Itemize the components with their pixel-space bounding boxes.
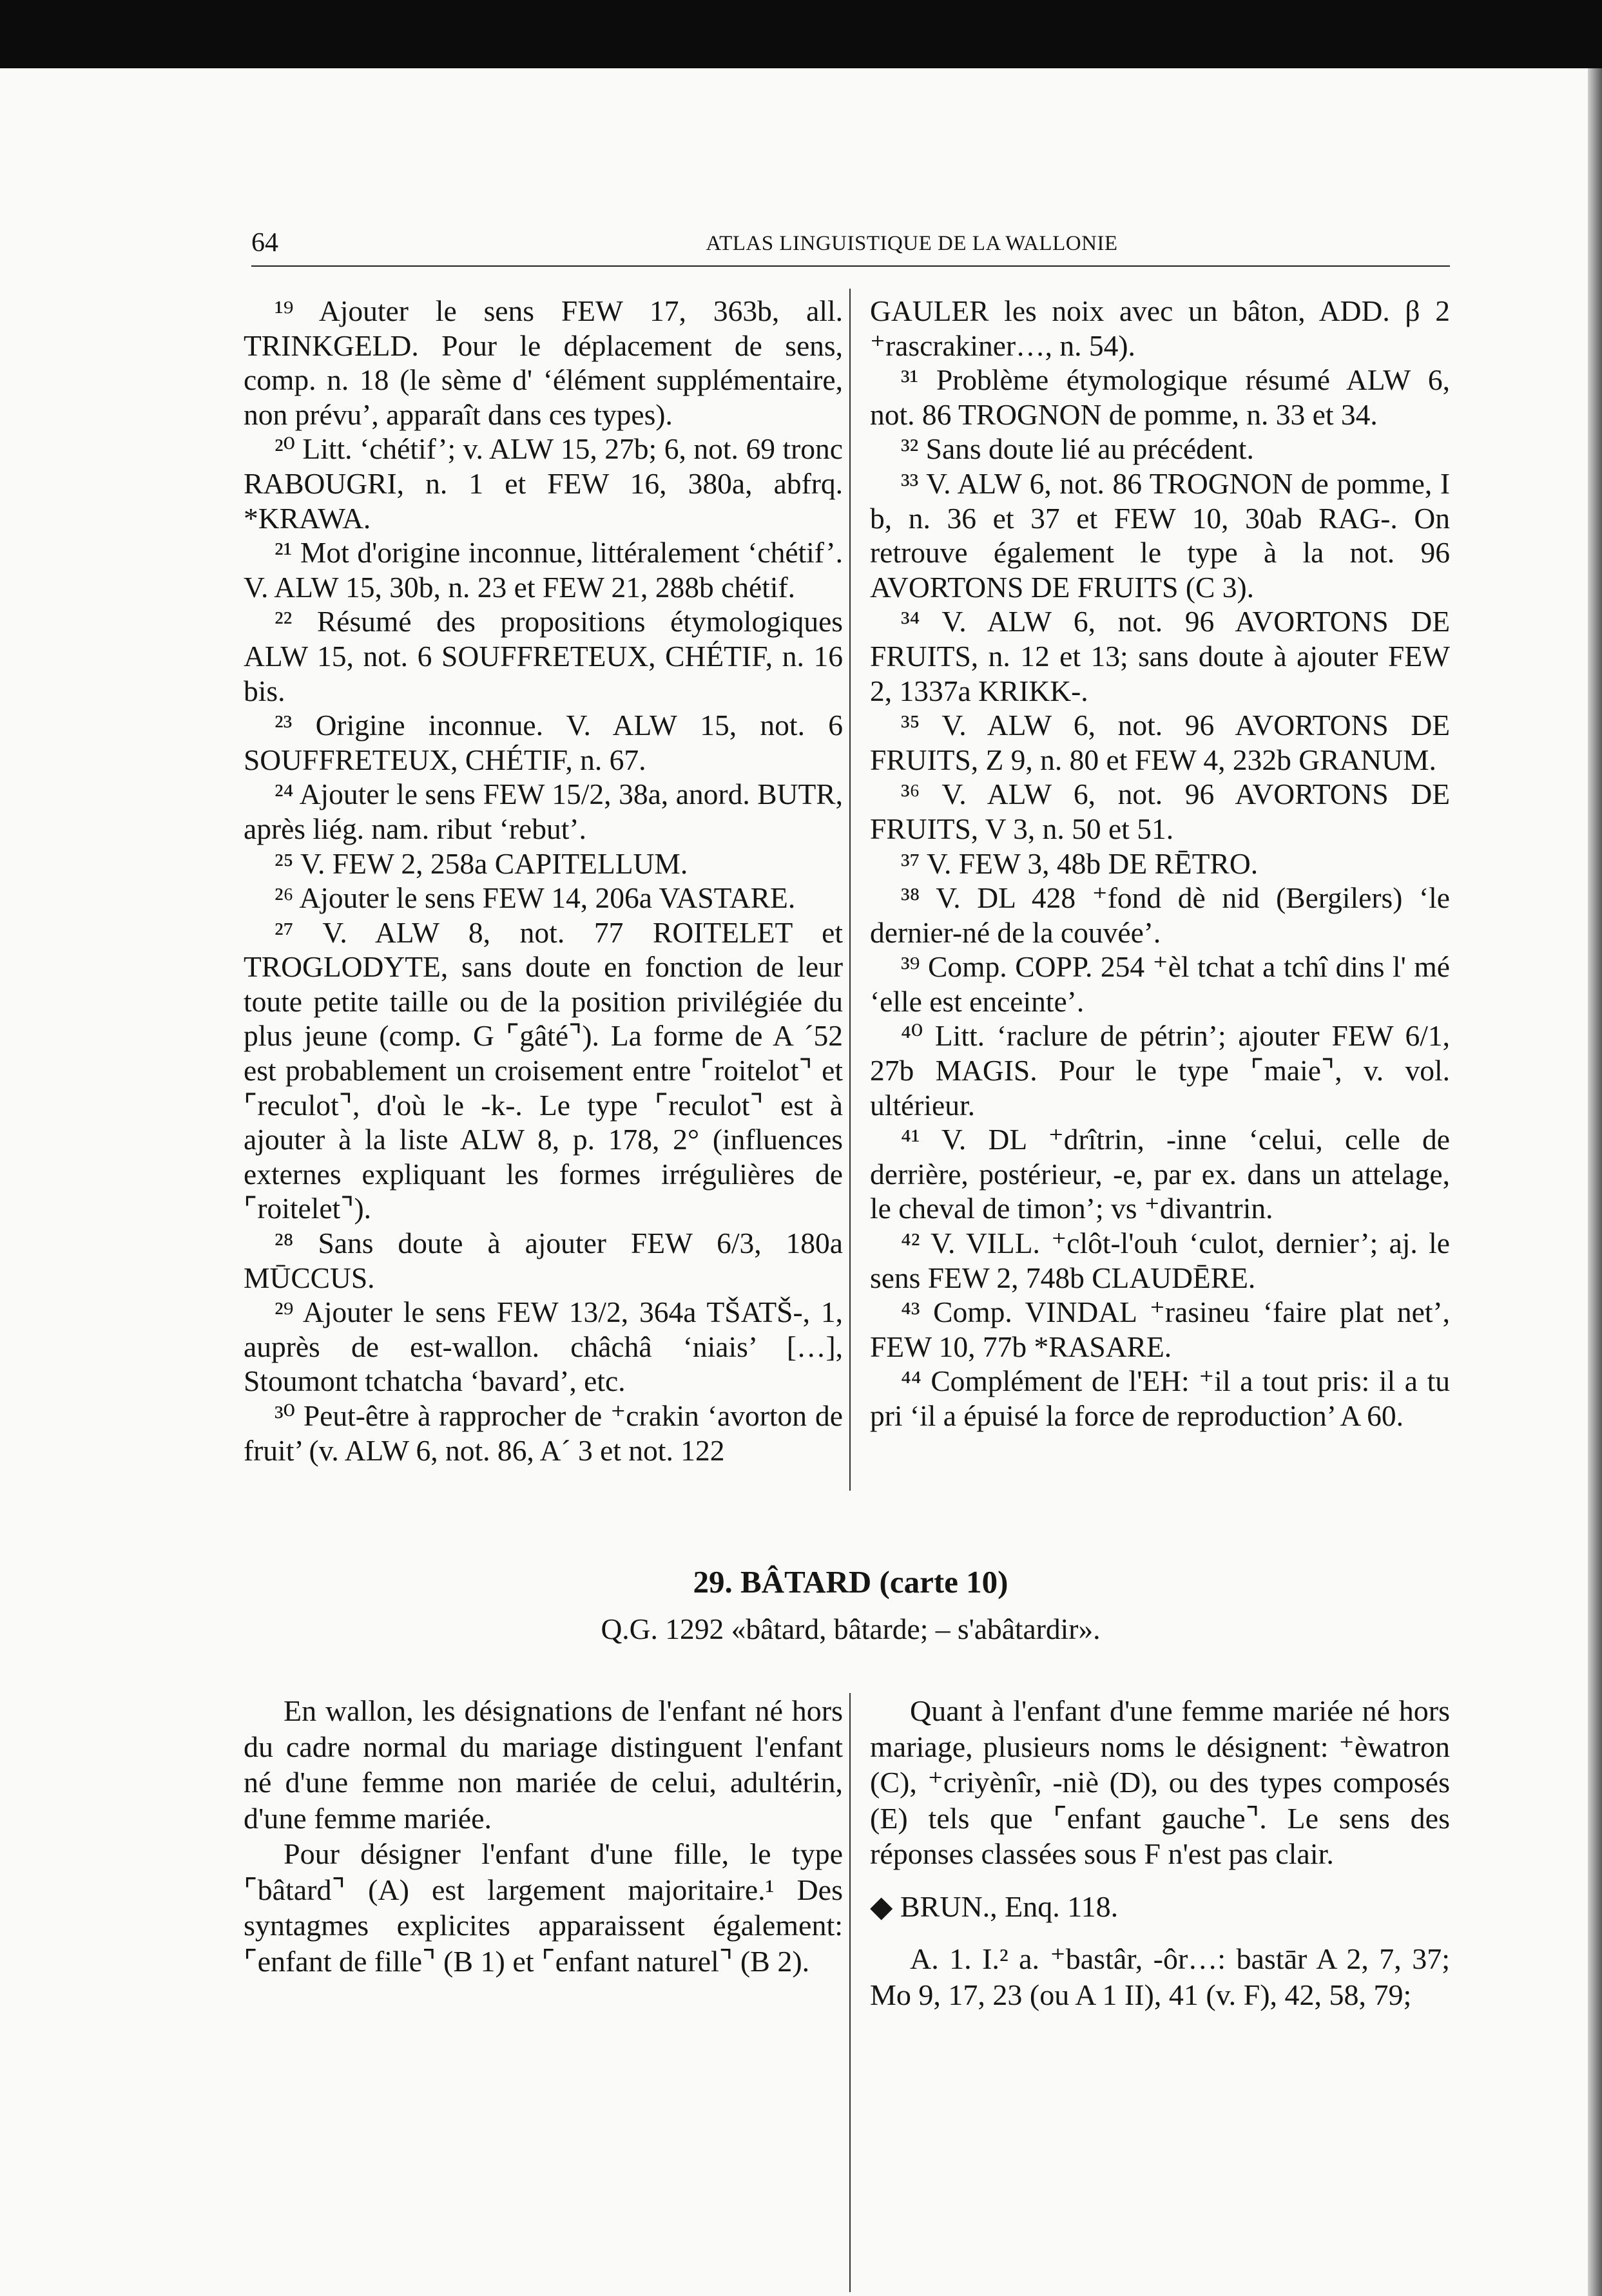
footnote-34: ³⁴ V. ALW 6, not. 96 AVORTONS DE FRUITS, n. 12 et 13; sans doute à ajouter FEW 2, 1337a KRIKK-. (870, 605, 1450, 707)
footnote-19: ¹⁹ Ajouter le sens FEW 17, 363b, all. TRINKGELD. Pour le déplacement de sens, comp. n. 18 (le sème d' ‘élément supplémentaire, non prévu’, apparaît dans ces types). (244, 294, 843, 431)
body-paragraph: Quant à l'enfant d'une femme mariée né hors mariage, plusieurs noms le désignent: ⁺èwatron (C), ⁺criyènîr, -niè (D), ou des types composés (E) tels que ⌜enfant gauche⌝. Le sens des réponses classées sous F n'est pas clair. (870, 1694, 1450, 1870)
footnote-42: ⁴² V. VILL. ⁺clôt-l'ouh ‘culot, dernier’; aj. le sens FEW 2, 748b CLAUDĒRE. (870, 1227, 1450, 1294)
scan-border-top (0, 0, 1602, 68)
footnote-40: ⁴⁰ Litt. ‘raclure de pétrin’; ajouter FEW 6/1, 27b MAGIS. Pour le type ⌜maie⌝, v. vol. ultérieur. (870, 1019, 1450, 1122)
footnote-35: ³⁵ V. ALW 6, not. 96 AVORTONS DE FRUITS, Z 9, n. 80 et FEW 4, 232b GRANUM. (870, 709, 1450, 776)
footnote-44: ⁴⁴ Complément de l'EH: ⁺il a tout pris: il a tu pri ‘il a épuisé la force de reproduction’ A 60. (870, 1364, 1450, 1432)
footnote-41: ⁴¹ V. DL ⁺drîtrin, -inne ‘celui, celle de derrière, postérieur, -e, par ex. dans un attelage, le cheval de timon’; vs ⁺divantrin. (870, 1123, 1450, 1225)
footnote-27: ²⁷ V. ALW 8, not. 77 ROITELET et TROGLODYTE, sans doute en fonction de leur toute petite taille ou de la position privilégiée du plus jeune (comp. G ⌜gâté⌝). La forme de A ´52 est probablement un croisement entre ⌜roitelot⌝ et ⌜reculot⌝, d'où le -k-. Le type ⌜reculot⌝ est à ajouter à la liste ALW 8, p. 178, 2° (influences externes expliquant les formes irrégulières de ⌜roitelet⌝). (244, 915, 843, 1225)
body-paragraph: A. 1. I.² a. ⁺bastâr, -ôr…: bastār A 2, 7, 37; Mo 9, 17, 23 (ou A 1 II), 41 (v. F), 42, 58, 79; (870, 1942, 1450, 2011)
footnotes-right-column (870, 294, 1450, 1433)
footnote-25: ²⁵ V. FEW 2, 258a CAPITELLUM. (275, 847, 688, 880)
paragraph-gap (870, 1924, 1450, 1941)
scan-border-right (1588, 68, 1602, 2296)
footnote-33: ³³ V. ALW 6, not. 86 TROGNON de pomme, I b, n. 36 et 37 et FEW 10, 30ab RAG-. On retrouve également le type à la not. 96 AVORTONS DE FRUITS (C 3). (870, 466, 1450, 604)
footnote-36: ³⁶ V. ALW 6, not. 96 AVORTONS DE FRUITS, V 3, n. 50 et 51. (870, 778, 1450, 845)
footnote-21: ²¹ Mot d'origine inconnue, littéralement ‘chétif’. V. ALW 15, 30b, n. 23 et FEW 21, 288b chétif. (244, 536, 843, 604)
article-right-column (870, 1693, 1450, 2013)
bibliography-reference: ◆ BRUN., Enq. 118. (870, 1889, 1119, 1923)
running-title: ATLAS LINGUISTIQUE DE LA WALLONIE (706, 232, 1118, 255)
footnote-32: ³² Sans doute lié au précédent. (901, 432, 1254, 466)
footnote-39: ³⁹ Comp. COPP. 254 ⁺èl tchat a tchî dins l' mé ‘elle est enceinte’. (870, 950, 1450, 1018)
footnote-30: ³⁰ Peut-être à rapprocher de ⁺crakin ‘avorton de fruit’ (v. ALW 6, not. 86, A´ 3 et not. 122 (244, 1399, 843, 1467)
footnotes-left-column (244, 294, 843, 1468)
footnote-38: ³⁸ V. DL 428 ⁺fond dè nid (Bergilers) ‘le dernier-né de la couvée’. (870, 881, 1450, 949)
footnote-29: ²⁹ Ajouter le sens FEW 13/2, 364a TŠATŠ-, 1, auprès de est-wallon. châchâ ‘niais’ […], Stoumont tchatcha ‘bavard’, etc. (244, 1296, 843, 1398)
article-subtitle: Q.G. 1292 «bâtard, bâtarde; – s'abâtardir». (601, 1612, 1101, 1645)
footnote-23: ²³ Origine inconnue. V. ALW 15, not. 6 SOUFFRETEUX, CHÉTIF, n. 67. (244, 709, 843, 776)
footnote-28: ²⁸ Sans doute à ajouter FEW 6/3, 180a MŪCCUS. (244, 1227, 843, 1294)
header-rule (251, 265, 1450, 267)
footnote-22: ²² Résumé des propositions étymologiques ALW 15, not. 6 SOUFFRETEUX, CHÉTIF, n. 16 bis. (244, 605, 843, 707)
article-left-column (244, 1693, 843, 1979)
footnote-31: ³¹ Problème étymologique résumé ALW 6, not. 86 TROGNON de pomme, n. 33 et 34. (870, 363, 1450, 431)
article-title: 29. BÂTARD (carte 10) (693, 1564, 1008, 1600)
paragraph-gap (870, 1872, 1450, 1889)
page-number: 64 (251, 228, 278, 258)
column-divider-article (849, 1693, 851, 2292)
footnote-43: ⁴³ Comp. VINDAL ⁺rasineu ‘faire plat net’, FEW 10, 77b *RASARE. (870, 1296, 1450, 1363)
footnote-26: ²⁶ Ajouter le sens FEW 14, 206a VASTARE. (275, 881, 796, 915)
footnote-37: ³⁷ V. FEW 3, 48b DE RĒTRO. (901, 847, 1259, 880)
body-paragraph: En wallon, les désignations de l'enfant né hors du cadre normal du mariage distinguent l'enfant né d'une femme non mariée de celui, adultérin, d'une femme mariée. (244, 1694, 843, 1835)
body-paragraph: Pour désigner l'enfant d'une fille, le type ⌜bâtard⌝ (A) est largement majoritaire.¹ Des syntagmes explicites apparaissent également: ⌜enfant de fille⌝ (B 1) et ⌜enfant naturel⌝ (B 2). (244, 1837, 843, 1978)
column-divider-footnotes (849, 289, 851, 1491)
footnote-30-continued: GAULER les noix avec un bâton, ADD. β 2 ⁺rascrakiner…, n. 54). (870, 294, 1450, 362)
footnote-24: ²⁴ Ajouter le sens FEW 15/2, 38a, anord. BUTR, après liég. nam. ribut ‘rebut’. (244, 778, 843, 845)
footnote-20: ²⁰ Litt. ‘chétif’; v. ALW 15, 27b; 6, not. 69 tronc RABOUGRI, n. 1 et FEW 16, 380a, abfrq. *KRAWA. (244, 432, 843, 535)
